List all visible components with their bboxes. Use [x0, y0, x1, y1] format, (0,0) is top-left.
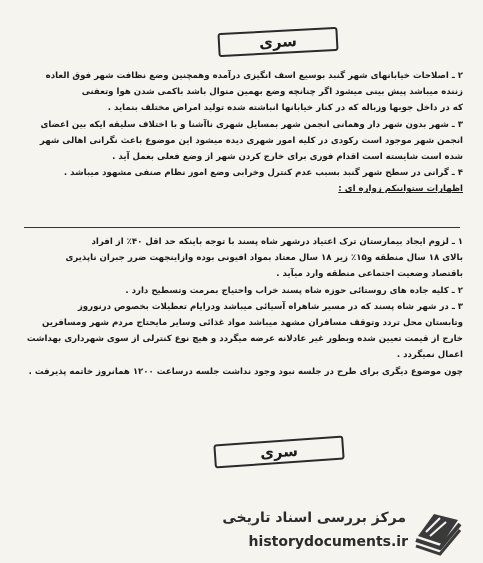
text-line: باقتصاد وضعیت اجتماعی منطقه وارد میآید . [276, 269, 463, 280]
text-line: انجمن شهر موجود است رکودی در کلیه امور شهری دیده میشود این موضوع باعث نگرانی اهالی شهر [39, 135, 463, 146]
text-line: ۲ ـ اصلاحات خیابانهای شهر گنبد بوسیع اسف انگیزی درآمده وهمچنین وضع نظافت شهر فوق العاده [45, 71, 463, 81]
section-a-text [13, 68, 463, 198]
classification-stamp-bottom: سری [213, 435, 344, 468]
text-line: وتابستان محل تردد وتوقف مسافران مشهد میباشد مواد غذائی وسایر مایحتاج مردم شهر ومسافرین [41, 318, 463, 329]
watermark-footer [170, 506, 470, 558]
archive-url: historydocuments.ir [248, 534, 408, 550]
archive-name: مرکز بررسی اسناد تاریخی [222, 510, 406, 526]
classification-stamp-top: سری [217, 27, 338, 57]
divider [24, 227, 460, 228]
text-line: ۱ ـ لزوم ایجاد بیمارستان ترک اعتیاد درشهر شاه پسند با توجه باینکه حد اقل ۴۰٪ از افراد [91, 237, 463, 247]
text-line: خارج از قیمت تعیین شده وبطور غیر عادلانه عرضه میگردد و هیچ نوع کنترلی از سوی شهرداری بهداشت [26, 334, 463, 345]
text-line: که در داخل جوبها وزباله که در کنار خیابانها انباشته شده تولید امراض مختلف بنماید . [107, 103, 463, 114]
section-heading: اظهارات ستوانیکم زواره ای : [338, 184, 463, 195]
text-line: اعمال نمیگردد . [396, 350, 463, 361]
text-line: شده است شایسته است اقدام فوری برای خارج کردن شهر از وضع فعلی بعمل آید . [112, 152, 463, 163]
text-line: ۳ ـ شهر بدون شهر دار وهمانی انجمن شهر بمسایل شهری ناآشنا و با اختلاف سلیقه ایکه بین اعضای [40, 119, 463, 130]
text-line: بالای ۱۸ سال منطقه و۱۵٪ زیر ۱۸ سال معتاد بمواد افیونی بوده وازاینجهت ضرر جبران ناپذیری [65, 253, 463, 264]
section-b-text [13, 234, 463, 380]
text-line: زننده میباشد پیش بینی میشود اگر چنانچه وضع بهمین منوال باشد باکمی شدن هوا وتعفنی [81, 87, 463, 98]
text-line: چون موضوع دیگری برای طرح در جلسه نبود وجود نداشت جلسه درساعت ۱۲۰۰ همانروز خاتمه پذیرفت . [28, 366, 463, 377]
text-line: ۳ ـ در شهر شاه پسند که در مسیر شاهراه آسیائی میباشد ودرایام تعطیلات بخصوص درنوروز [77, 301, 463, 312]
book-logo-icon [412, 506, 466, 558]
text-line: ۴ ـ گرانی در سطح شهر گنبد بسبب عدم کنترل وخرابی وضع امور نظام صنفی مشهود میباشد . [63, 168, 463, 179]
text-line: ۲ ـ کلیه جاده های روستائی حوزه شاه پسند خراب واحتیاج بمرمت وتسطیح دارد . [125, 285, 463, 296]
